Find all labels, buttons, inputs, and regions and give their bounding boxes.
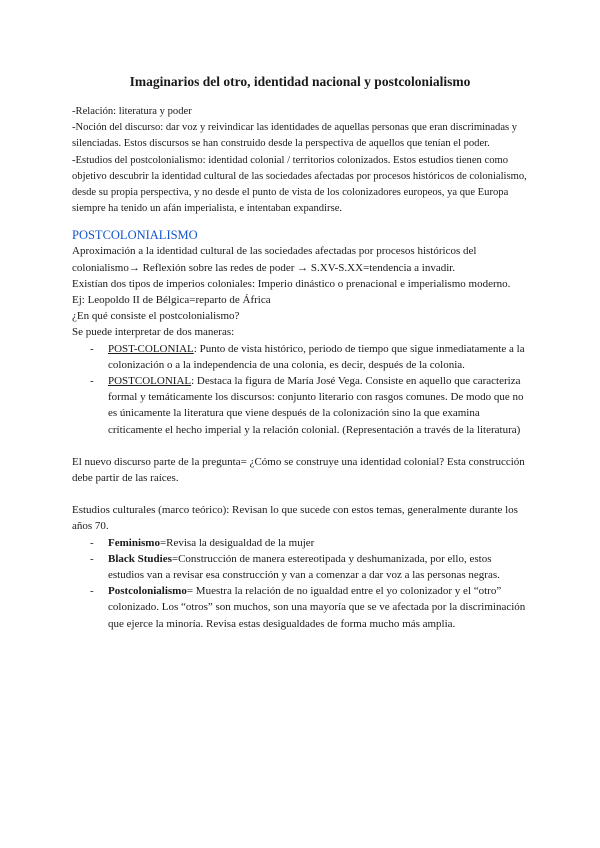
list-item-term: POST-COLONIAL [108,342,194,355]
list-item-text: : Destaca la figura de María José Vega. Consiste en aquello que caracteriza formal y temáticamente los discursos: conjunto literario con rasgos comunes. De modo que no es únicamente la literatura que viene después de la colonización sino la que examina críticamente el hecho imperial y la relación colonial. (Representación a través de la literatura) [108,375,524,436]
list-dash: - [90,552,94,565]
section-paragraph: ¿En qué consiste el postcolonialismo? [72,310,240,323]
list-dash: - [90,585,94,598]
new-discourse-paragraph: El nuevo discurso parte de la pregunta= ¿Cómo se construye una identidad colonial? Esta construcción debe partir de las raíces. [72,455,525,485]
list-dash: - [90,536,94,549]
page-title: Imaginarios del otro, identidad nacional y postcolonialismo [129,74,471,89]
list-item [72,373,528,438]
section-paragraph: Aproximación a la identidad cultural de las sociedades afectadas por procesos históricos del colonialismo→ Reflexión sobre las redes de poder → S.XV-S.XX=tendencia a invadir. [72,245,477,274]
cultural-studies-paragraph: Estudios culturales (marco teórico): Revisan lo que sucede con estos temas, generalmente durante los años 70. [72,504,518,533]
list-dash: - [90,375,94,388]
list-item [72,535,528,551]
intro-line-relacion: -Relación: literatura y poder [72,106,192,117]
list-item-text: =Revisa la desigualdad de la mujer [159,536,315,549]
section-paragraph: Existían dos tipos de imperios coloniales: Imperio dinástico o prenacional e imperialismo moderno. [72,277,511,290]
list-item-text: =Construcción de manera estereotipada y deshumanizada, por ello, estos estudios van a revisar esa construcción y van a comenzar a dar voz a las personas negras. [108,552,500,582]
list-item [72,583,528,632]
list-item-term: Postcolonialismo [108,585,187,598]
intro-line-estudios: -Estudios del postcolonialismo: identidad colonial / territorios colonizados. Estos estudios tienen como objetivo descubrir la identidad cultural de las sociedades afectadas por procesos históricos de colonialismo, desde su propia perspectiva, y no desde el punto de vista de los colonizadores europeos, ya que Europa siempre ha tenido un afán imperialista, e intentaban expandirse. [72,154,527,215]
list-item-text: = Muestra la relación de no igualdad entre el yo colonizador y el “otro” colonizado. Los “otros” son muchos, son una mayoría que se ve afectada por la discriminación que ejerce la minoría. Revisa estas desigualdades de forma mucho más amplia. [108,585,526,630]
document-body [72,104,528,632]
intro-line-discurso: -Noción del discurso: dar voz y reivindicar las identidades de aquellas personas que eran discriminadas y silenciadas. Estos discursos se han construido desde la perspectiva de aquellos que tenían el poder. [72,122,518,150]
section-paragraph: Ej: Leopoldo II de Bélgica=reparto de África [72,294,271,307]
list-item-text: : Punto de vista histórico, periodo de tiempo que sigue inmediatamente a la colonización o a la independencia de una colonia, es decir, después de la colonia. [108,342,525,371]
interpretations-list [72,341,528,438]
list-item [72,341,528,373]
list-item-term: POSTCOLONIAL [108,375,192,388]
section-paragraph: Se puede interpretar de dos maneras: [72,326,235,339]
section-heading: POSTCOLONIALISMO [72,228,198,243]
list-item-term: Feminismo [108,536,160,549]
spacer [72,486,528,502]
spacer [72,438,528,454]
list-item-term: Black Studies [108,552,172,565]
list-item [72,551,528,583]
studies-list [72,535,528,632]
list-dash: - [90,342,94,355]
